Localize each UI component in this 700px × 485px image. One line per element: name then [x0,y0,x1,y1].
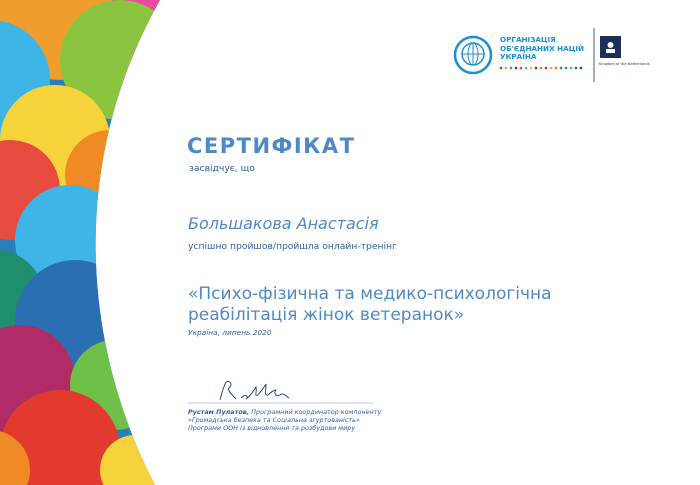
signatory-line-2: «Громадська безпека та Соціальна згуртованість» [188,415,360,424]
course-title [188,284,552,326]
certifies-text: засвідчує, що [189,163,255,174]
signatory-block [188,409,381,433]
completed-text: успішно пройшов/пройшла онлайн-тренінг [188,241,397,252]
signatory-line-3: Програми ООН із відновлення та розбудови миру [188,423,356,432]
signer-role: Програмний координатор компоненту [249,408,382,416]
un-line-3: УКРАЇНА [500,52,537,62]
course-title-line-1: «Психо-фізична та медико-психологічна [188,284,552,304]
course-title-line-2: реабілітація жінок ветеранок» [188,305,465,325]
recipient-name: Большакова Анастасія [188,214,379,233]
sdg-color-dots [500,67,583,70]
un-ukraine-logo-text [500,36,584,62]
certificate-title: СЕРТИФІКАТ [187,134,356,158]
netherlands-coat-of-arms-icon [600,36,621,58]
handwritten-signature [220,381,289,400]
netherlands-caption: Kingdom of the Netherlands [599,62,650,66]
un-line-2: ОБ'ЄДНАНИХ НАЦІЙ [500,43,585,53]
un-line-1: ОРГАНІЗАЦІЯ [500,35,556,44]
signer-name: Рустам Пулатов, [188,408,250,416]
un-emblem-icon [455,37,491,73]
place-and-date: Україна, липень 2020 [188,328,272,337]
